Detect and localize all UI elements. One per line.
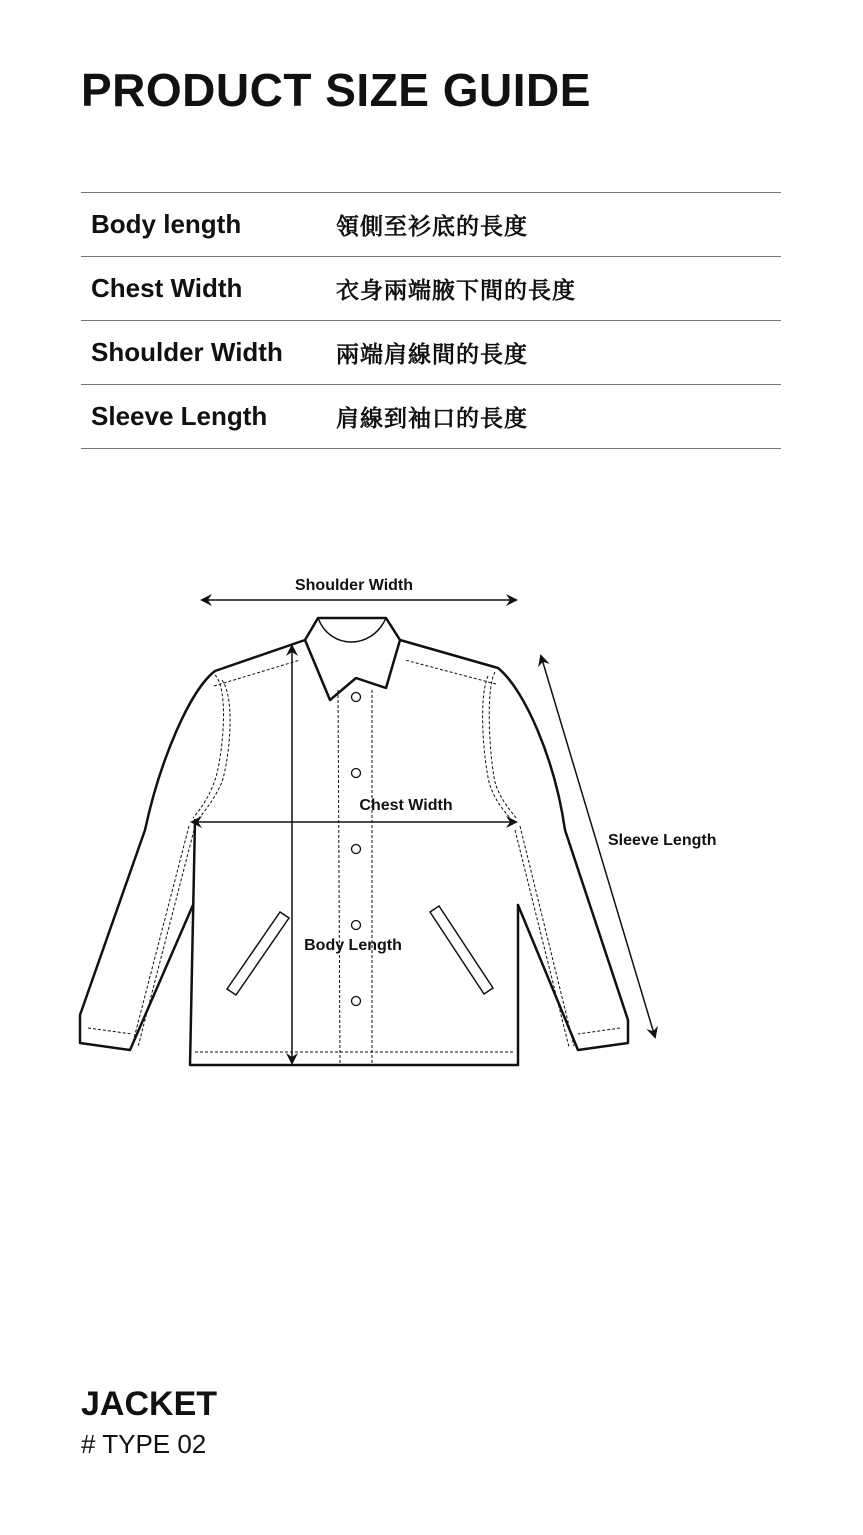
right-sleeve-outline xyxy=(400,640,628,1050)
button xyxy=(352,845,361,854)
product-type: # TYPE 02 xyxy=(81,1429,207,1459)
measurement-arrows xyxy=(192,600,655,1063)
left-pocket xyxy=(227,912,289,995)
button xyxy=(352,693,361,702)
table-row xyxy=(81,321,781,385)
size-table xyxy=(81,192,781,449)
size-term: Shoulder Width xyxy=(91,337,283,367)
right-pocket xyxy=(430,906,493,994)
size-description: 肩線到袖口的長度 xyxy=(336,406,528,432)
jacket-buttons xyxy=(352,693,361,1006)
button xyxy=(352,769,361,778)
button xyxy=(352,997,361,1006)
table-row xyxy=(81,193,781,257)
sleeve-length-label: Sleeve Length xyxy=(608,832,717,849)
shoulder-width-label: Shoulder Width xyxy=(294,577,414,594)
table-row xyxy=(81,385,781,449)
jacket-diagram xyxy=(0,560,863,1100)
collar-outline xyxy=(305,618,400,700)
size-description: 衣身兩端腋下間的長度 xyxy=(336,278,576,304)
product-name: JACKET xyxy=(81,1385,218,1423)
body-length-label: Body Length xyxy=(304,937,402,954)
size-term: Body length xyxy=(91,209,242,239)
size-description: 兩端肩線間的長度 xyxy=(336,342,528,368)
size-description: 領側至衫底的長度 xyxy=(336,214,528,240)
size-term: Sleeve Length xyxy=(91,401,268,431)
page-title: PRODUCT SIZE GUIDE xyxy=(81,64,591,116)
size-term: Chest Width xyxy=(91,273,243,303)
chest-width-label: Chest Width xyxy=(359,797,453,814)
table-row xyxy=(81,257,781,321)
button xyxy=(352,921,361,930)
